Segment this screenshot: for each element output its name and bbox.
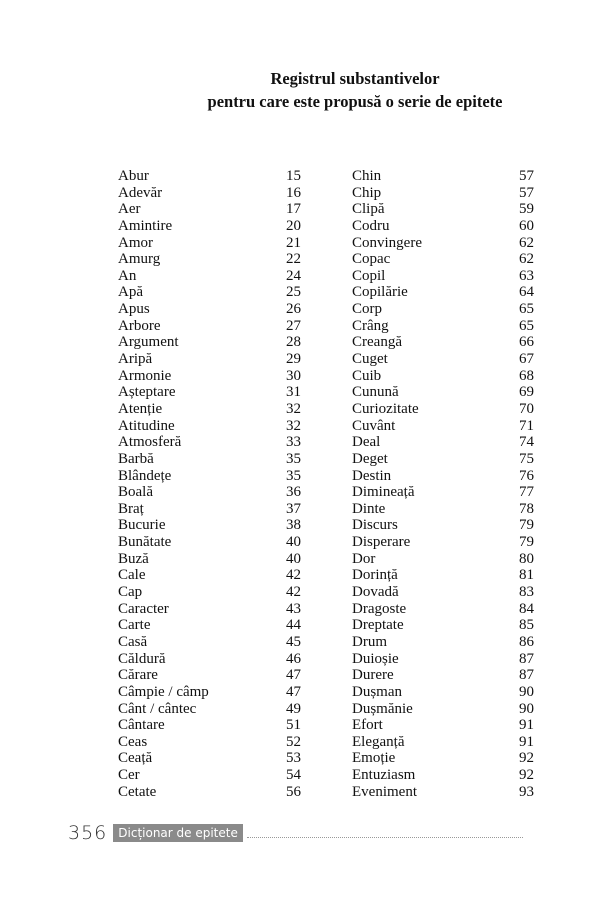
index-entry [352, 368, 534, 385]
entry-word: Copil [352, 267, 386, 284]
entry-word: Câmpie / câmp [118, 683, 209, 700]
entry-word: Cânt / cântec [118, 700, 197, 717]
entry-word: Clipă [352, 201, 385, 218]
index-entry [352, 384, 534, 401]
entry-page: 92 [519, 767, 534, 784]
index-entry [118, 551, 301, 568]
index-entry [118, 717, 301, 734]
entry-page: 79 [519, 534, 534, 551]
index-entry [118, 185, 301, 202]
entry-word: Corp [352, 301, 382, 318]
entry-word: Disperare [352, 534, 411, 551]
entry-page: 49 [286, 700, 301, 717]
entry-page: 17 [286, 201, 301, 218]
index-entry [352, 717, 534, 734]
entry-word: Amor [118, 234, 153, 251]
index-entry [352, 351, 534, 368]
index-entry [118, 301, 301, 318]
entry-word: Crâng [352, 317, 389, 334]
index-entry [352, 451, 534, 468]
index-entry [118, 634, 301, 651]
index-entry [118, 501, 301, 518]
entry-word: Bunătate [118, 534, 172, 551]
entry-page: 77 [519, 484, 534, 501]
entry-word: Destin [352, 467, 392, 484]
entry-word: Carte [118, 617, 151, 634]
index-entry [352, 667, 534, 684]
entry-word: Dușmănie [352, 700, 413, 717]
entry-word: Efort [352, 717, 383, 734]
entry-word: Copac [352, 251, 391, 268]
entry-page: 66 [519, 334, 534, 351]
entry-word: Drum [352, 633, 387, 650]
entry-page: 25 [286, 284, 301, 301]
entry-page: 47 [286, 683, 301, 700]
index-column-left [118, 168, 301, 800]
entry-page: 57 [519, 168, 534, 184]
index-entry [352, 551, 534, 568]
index-entry [118, 251, 301, 268]
entry-word: Deget [352, 450, 388, 467]
entry-page: 64 [519, 284, 534, 301]
entry-page: 37 [286, 500, 301, 517]
entry-word: Dimineață [352, 484, 415, 501]
entry-page: 40 [286, 534, 301, 551]
index-entry [118, 368, 301, 385]
entry-page: 83 [519, 584, 534, 601]
entry-word: Curiozitate [352, 400, 419, 417]
entry-page: 51 [286, 717, 301, 734]
index-entry [118, 384, 301, 401]
entry-page: 81 [519, 567, 534, 584]
index-entry [118, 351, 301, 368]
entry-page: 71 [519, 417, 534, 434]
entry-page: 68 [519, 367, 534, 384]
entry-page: 90 [519, 700, 534, 717]
entry-page: 16 [286, 184, 301, 201]
entry-word: Arbore [118, 317, 161, 334]
entry-word: Cap [118, 584, 143, 601]
entry-word: Atenție [118, 400, 163, 417]
entry-page: 80 [519, 550, 534, 567]
entry-word: Amurg [118, 251, 161, 268]
entry-word: Cântare [118, 717, 165, 734]
entry-page: 43 [286, 600, 301, 617]
entry-page: 20 [286, 217, 301, 234]
index-entry [118, 451, 301, 468]
entry-word: Ceață [118, 750, 153, 767]
entry-word: Creangă [352, 334, 402, 351]
entry-page: 92 [519, 750, 534, 767]
index-column-right [352, 168, 534, 800]
entry-word: Aer [118, 201, 141, 218]
index-entry [352, 418, 534, 435]
entry-word: Apă [118, 284, 143, 301]
entry-word: Cale [118, 567, 146, 584]
entry-page: 47 [286, 667, 301, 684]
entry-word: Barbă [118, 450, 154, 467]
entry-word: Dinte [352, 500, 386, 517]
entry-word: Bucurie [118, 517, 166, 534]
index-entry [118, 784, 301, 801]
entry-word: Eveniment [352, 783, 417, 800]
index-entry [118, 318, 301, 335]
entry-word: Dragoste [352, 600, 407, 617]
index-entry [352, 168, 534, 185]
index-entry [352, 501, 534, 518]
entry-word: Armonie [118, 367, 172, 384]
entry-page: 85 [519, 617, 534, 634]
entry-page: 65 [519, 317, 534, 334]
index-entry [352, 567, 534, 584]
entry-word: Dușman [352, 683, 402, 700]
page-title: Registrul substantivelor [270, 69, 440, 88]
entry-word: Dovadă [352, 584, 399, 601]
entry-word: Entuziasm [352, 767, 416, 784]
index-entry [118, 567, 301, 584]
index-entry [118, 168, 301, 185]
entry-word: Discurs [352, 517, 398, 534]
index-entry [352, 434, 534, 451]
index-entry [118, 517, 301, 534]
entry-page: 26 [286, 301, 301, 318]
index-entry [352, 750, 534, 767]
entry-word: Dor [352, 550, 376, 567]
entry-word: Eleganță [352, 733, 405, 750]
index-entry [118, 601, 301, 618]
entry-page: 74 [519, 434, 534, 451]
entry-word: Cuib [352, 367, 382, 384]
entry-page: 65 [519, 301, 534, 318]
entry-word: Cunună [352, 384, 399, 401]
entry-word: Amintire [118, 217, 173, 234]
index-entry [118, 684, 301, 701]
entry-page: 53 [286, 750, 301, 767]
entry-word: Emoție [352, 750, 396, 767]
book-title-label: Dicționar de epitete [113, 824, 243, 842]
entry-page: 28 [286, 334, 301, 351]
entry-word: Chip [352, 184, 382, 201]
index-entry [118, 235, 301, 252]
entry-page: 46 [286, 650, 301, 667]
index-entry [118, 201, 301, 218]
index-entry [352, 185, 534, 202]
entry-page: 22 [286, 251, 301, 268]
entry-word: Cărare [118, 667, 158, 684]
entry-word: Codru [352, 217, 390, 234]
entry-word: Caracter [118, 600, 169, 617]
entry-page: 67 [519, 351, 534, 368]
entry-page: 87 [519, 650, 534, 667]
entry-page: 32 [286, 400, 301, 417]
entry-word: Atmosferă [118, 434, 182, 451]
entry-word: Deal [352, 434, 381, 451]
entry-page: 33 [286, 434, 301, 451]
entry-word: Abur [118, 168, 149, 184]
index-entry [118, 468, 301, 485]
index-entry [352, 601, 534, 618]
index-entry [352, 218, 534, 235]
entry-page: 93 [519, 783, 534, 800]
index-entry [118, 534, 301, 551]
index-entry [352, 784, 534, 801]
index-entry [118, 284, 301, 301]
index-entry [352, 484, 534, 501]
entry-page: 90 [519, 683, 534, 700]
index-entry [118, 584, 301, 601]
index-entry [118, 667, 301, 684]
index-entry [352, 534, 534, 551]
entry-page: 70 [519, 400, 534, 417]
index-entry [352, 767, 534, 784]
entry-word: Apus [118, 301, 150, 318]
index-entry [352, 268, 534, 285]
entry-page: 69 [519, 384, 534, 401]
entry-word: Cuget [352, 351, 388, 368]
entry-word: Duioșie [352, 650, 399, 667]
index-entry [118, 651, 301, 668]
entry-page: 42 [286, 567, 301, 584]
entry-word: Casă [118, 633, 148, 650]
entry-page: 87 [519, 667, 534, 684]
index-entry [352, 301, 534, 318]
entry-word: Dorință [352, 567, 398, 584]
index-entry [352, 318, 534, 335]
index-entry [118, 734, 301, 751]
index-entry [118, 434, 301, 451]
index-entry [118, 750, 301, 767]
entry-word: Cer [118, 767, 140, 784]
entry-word: An [118, 267, 137, 284]
entry-page: 91 [519, 717, 534, 734]
entry-page: 54 [286, 767, 301, 784]
entry-page: 35 [286, 450, 301, 467]
entry-page: 42 [286, 584, 301, 601]
entry-word: Adevăr [118, 184, 163, 201]
entry-page: 79 [519, 517, 534, 534]
entry-word: Braț [118, 500, 144, 517]
index-entry [352, 617, 534, 634]
entry-page: 60 [519, 217, 534, 234]
index-entry [352, 684, 534, 701]
index-entry [352, 701, 534, 718]
entry-page: 31 [286, 384, 301, 401]
entry-word: Cuvânt [352, 417, 396, 434]
index-entry [352, 401, 534, 418]
page-footer [68, 822, 523, 844]
entry-page: 30 [286, 367, 301, 384]
index-entry [118, 218, 301, 235]
index-entry [118, 401, 301, 418]
entry-page: 56 [286, 783, 301, 800]
entry-page: 91 [519, 733, 534, 750]
entry-page: 29 [286, 351, 301, 368]
entry-word: Aripă [118, 351, 153, 368]
entry-word: Boală [118, 484, 153, 501]
entry-page: 38 [286, 517, 301, 534]
entry-word: Argument [118, 334, 179, 351]
entry-page: 35 [286, 467, 301, 484]
entry-page: 62 [519, 234, 534, 251]
index-entry [352, 334, 534, 351]
entry-page: 36 [286, 484, 301, 501]
entry-word: Căldură [118, 650, 166, 667]
entry-page: 57 [519, 184, 534, 201]
entry-word: Ceas [118, 733, 148, 750]
entry-page: 76 [519, 467, 534, 484]
index-entry [352, 584, 534, 601]
entry-word: Cetate [118, 783, 157, 800]
entry-page: 15 [286, 168, 301, 184]
entry-page: 24 [286, 267, 301, 284]
entry-word: Blândețe [118, 467, 172, 484]
index-entry [352, 201, 534, 218]
entry-word: Atitudine [118, 417, 175, 434]
entry-page: 59 [519, 201, 534, 218]
index-entry [352, 651, 534, 668]
index-entry [352, 251, 534, 268]
entry-page: 32 [286, 417, 301, 434]
entry-page: 44 [286, 617, 301, 634]
index-entry [352, 235, 534, 252]
index-entry [352, 634, 534, 651]
index-entry [352, 284, 534, 301]
entry-page: 75 [519, 450, 534, 467]
entry-word: Convingere [352, 234, 422, 251]
index-entry [352, 517, 534, 534]
entry-word: Dreptate [352, 617, 404, 634]
entry-page: 52 [286, 733, 301, 750]
entry-page: 78 [519, 500, 534, 517]
index-entry [352, 734, 534, 751]
page-number: 356 [68, 822, 108, 844]
entry-page: 84 [519, 600, 534, 617]
page-subtitle: pentru care este propusă o serie de epitete [207, 92, 503, 111]
index-entry [118, 418, 301, 435]
dotted-divider [247, 829, 523, 838]
entry-word: Așteptare [118, 384, 176, 401]
entry-word: Copilărie [352, 284, 408, 301]
entry-page: 63 [519, 267, 534, 284]
entry-word: Durere [352, 667, 394, 684]
index-entry [352, 468, 534, 485]
entry-page: 40 [286, 550, 301, 567]
entry-page: 45 [286, 633, 301, 650]
index-entry [118, 268, 301, 285]
entry-page: 62 [519, 251, 534, 268]
entry-word: Buză [118, 550, 149, 567]
entry-page: 27 [286, 317, 301, 334]
entry-page: 86 [519, 633, 534, 650]
entry-word: Chin [352, 168, 382, 184]
index-entry [118, 767, 301, 784]
index-entry [118, 701, 301, 718]
entry-page: 21 [286, 234, 301, 251]
index-entry [118, 334, 301, 351]
index-entry [118, 484, 301, 501]
index-entry [118, 617, 301, 634]
